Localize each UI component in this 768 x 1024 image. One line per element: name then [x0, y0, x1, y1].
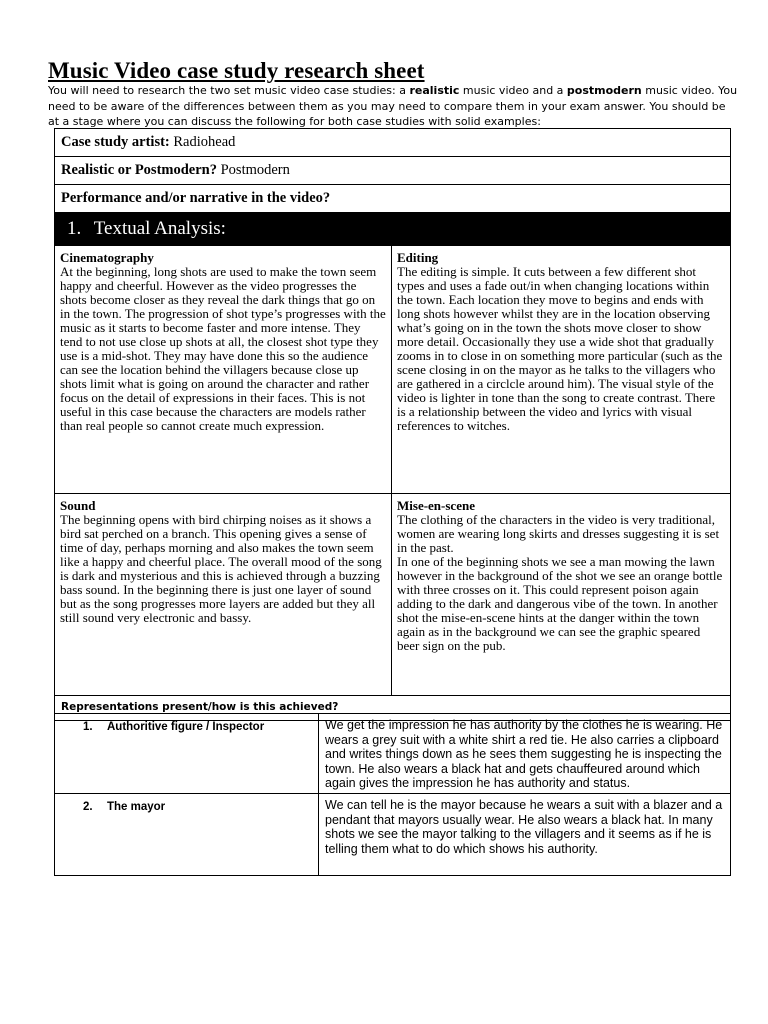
section-title: Textual Analysis: [93, 218, 226, 239]
style-label: Realistic or Postmodern? [61, 162, 217, 178]
mise-en-scene-heading: Mise-en-scene [397, 498, 475, 513]
mise-en-scene-body-1: The clothing of the characters in the video is very traditional, women are wearing long skirts and dresses suggesting it is set in the past. [397, 512, 720, 555]
intro-realistic: realistic [409, 84, 460, 97]
case-study-table [54, 128, 731, 721]
performance-label: Performance and/or narrative in the video? [61, 190, 331, 206]
cinematography-heading: Cinematography [60, 250, 154, 265]
representation-name-text: The mayor [107, 801, 166, 813]
page-title: Music Video case study research sheet [48, 58, 425, 83]
representation-name-text: Authoritive figure / Inspector [107, 721, 265, 733]
cinematography-body: At the beginning, long shots are used to make the town seem happy and cheerful. However as the video progresses the shots become closer as they reveal the dark things that go on in the town. The progression of shot type’s progresses with the music as it starts to become faster and more intense. They tend to not use close up shots at all, the closest shot type they use is a mid-shot. They may have done this so the audience can see the location behind the villagers because close up shots limit what is going on around the character and rather focus on the detail of expressions in their faces. This is not useful in this case because the characters are models rather than real people so cannot create much expression. [60, 264, 386, 433]
sound-cell [55, 494, 392, 696]
representations-table [54, 713, 731, 876]
artist-value: Radiohead [173, 134, 236, 150]
mise-en-scene-cell [392, 494, 731, 696]
representation-name [55, 714, 319, 794]
intro-text-2: music video and a [459, 84, 567, 97]
representations-heading: Representations present/how is this achieved? [55, 696, 731, 721]
editing-cell [392, 246, 731, 494]
cinematography-cell [55, 246, 392, 494]
intro-text-1: You will need to research the two set music video case studies: a [48, 84, 410, 97]
representation-text: We get the impression he has authority by the clothes he is wearing. He wears a grey suit with a white shirt a red tie. He also carries a clipboard and writes things down as he sees them suggesting he is inspecting the town. He also wears a black hat and gets chauffeured around which again gives the impression he has authority and status. [319, 714, 731, 794]
style-row [55, 157, 731, 185]
sound-body: The beginning opens with bird chirping noises as it shows a bird sat perched on a branch. This opening gives a sense of time of day, perhaps morning and also makes the town seem like a happy and cheerful place. The overall mood of the song is dark and mysterious and this is achieved through a buzzing bass sound. In the beginning there is just one layer of sound but as the song progresses more layers are added but they all still sound very electronic and bassy. [60, 512, 382, 625]
artist-label: Case study artist: [61, 134, 170, 150]
representation-number: 2. [83, 801, 93, 813]
sound-heading: Sound [60, 498, 96, 513]
editing-body: The editing is simple. It cuts between a few different shot types and uses a fade out/in when changing locations within the town. Each location they move to begins and ends with long shots however whilst they are in the location observing what’s going on in the town the shots move closer to show more detail. Occasionally they use a wide shot that gradually zooms in to close in on something more particular (such as the scene closing in on the mayor as he talks to the villagers who are gathered in a circlcle around him). The visual style of the video is lighter in tone than the song to create contrast. There is a relationship between the video and lyrics with visual references to witches. [397, 264, 723, 433]
representation-name [55, 794, 319, 876]
performance-row [55, 185, 731, 213]
artist-row [55, 129, 731, 157]
representation-row [55, 714, 731, 794]
mise-en-scene-body-2: In one of the beginning shots we see a man mowing the lawn however in the background of the shot we see an orange bottle with three crosses on it. This could represent poison again adding to the dark and dangerous vibe of the town. In another shot the mise-en-scene hints at the danger within the town again as in the background we can see the graphic speared beer sign on the pub. [397, 554, 723, 653]
style-value: Postmodern [220, 162, 290, 178]
textual-analysis-bar [55, 213, 731, 246]
intro-paragraph [48, 83, 738, 130]
representation-number: 1. [83, 721, 93, 733]
intro-postmodern: postmodern [566, 84, 642, 97]
representation-text: We can tell he is the mayor because he wears a suit with a blazer and a pendant that mayors usually wear. He also wears a black hat. In many shots we see the mayor talking to the villagers and it seems as if he is telling them what to do which shows his authority. [319, 794, 731, 876]
intro-text-3: music video. You need to be aware of the differences between them as you may need to compare them in your exam answer. You should be at a stage where you can discuss the following for both case studies with solid examples: [48, 84, 738, 128]
editing-heading: Editing [397, 250, 439, 265]
representation-row [55, 794, 731, 876]
section-number: 1. [67, 218, 82, 239]
